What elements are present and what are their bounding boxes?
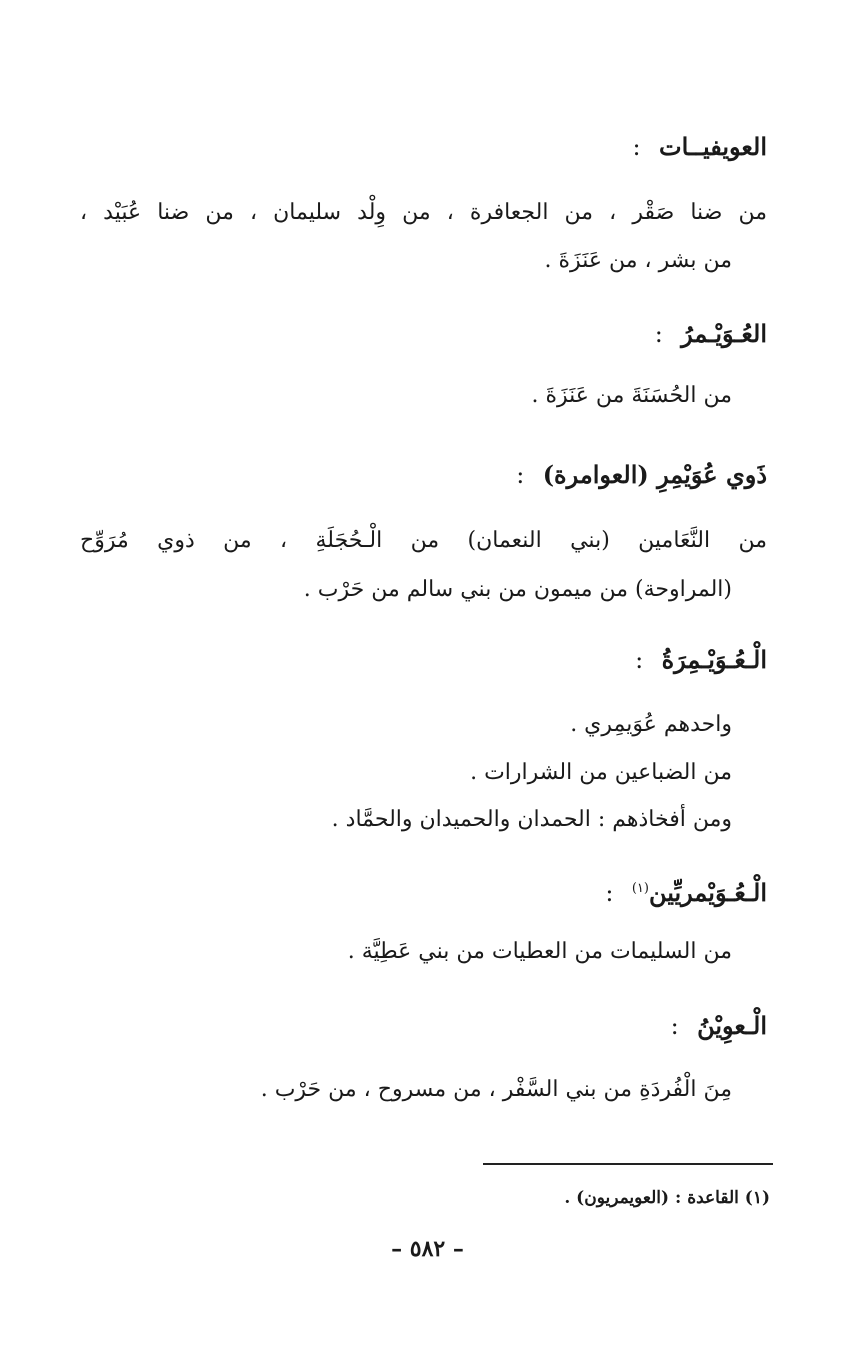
entry-name: العُـوَيْـمرُ (681, 319, 767, 348)
entry-4-line-1: واحدهم عُوَيمِري . (570, 712, 732, 737)
entry-2-line-1: من الحُسَنَةَ من عَنَزَةَ . (531, 383, 732, 408)
entry-heading-1 (633, 130, 767, 164)
footnote-text: (١) القاعدة : (العويمريون) . (564, 1188, 770, 1208)
entry-colon: : (670, 1012, 679, 1040)
entry-name: الْـعُـوَيْـمِرَةُ (661, 645, 767, 674)
entry-heading-2 (655, 317, 767, 351)
page-number: – ٥٨٢ – (391, 1236, 464, 1262)
entry-3-line-2: (المراوحة) من ميمون من بني سالم من حَرْب . (303, 577, 732, 602)
entry-1-line-2: من بشر ، من عَنَزَةَ . (544, 248, 732, 273)
entry-heading-3 (516, 458, 767, 492)
footnote-reference: (١) (631, 881, 649, 896)
entry-3-line-1: من النَّعَامين (بني النعمان) من الْـحُجَلَةِ ، من ذوي مُرَوِّح (80, 528, 767, 553)
entry-colon: : (632, 133, 641, 161)
entry-colon: : (605, 879, 614, 907)
entry-heading-4 (635, 643, 767, 677)
entry-4-line-3: ومن أفخاذهم : الحمدان والحميدان والحمَّاد . (331, 807, 732, 832)
entry-name: ذَوي عُوَيْمِرِ (العوامرة) (542, 460, 767, 489)
entry-1-line-1: من ضنا صَقْر ، من الجعافرة ، من وِلْد سليمان ، من ضنا عُبَيْد ، (80, 200, 767, 225)
entry-heading-6 (671, 1009, 767, 1043)
entry-heading-5 (605, 872, 767, 910)
entry-colon: : (654, 320, 663, 348)
entry-colon: : (635, 646, 644, 674)
entry-colon: : (516, 461, 525, 489)
entry-6-line-1: مِنَ الْفُردَةِ من بني السَّفْر ، من مسروح ، من حَرْب . (260, 1077, 732, 1102)
footnote-divider (483, 1163, 773, 1165)
entry-name: الْـعوِيْنُ (697, 1011, 767, 1040)
entry-name: العويفيــات (659, 132, 767, 161)
entry-4-line-2: من الضباعين من الشرارات . (470, 760, 732, 785)
entry-name: الْـعُـوَيْمريِّين (648, 878, 767, 907)
entry-5-line-1: من السليمات من العطيات من بني عَطِيَّة . (347, 939, 732, 964)
